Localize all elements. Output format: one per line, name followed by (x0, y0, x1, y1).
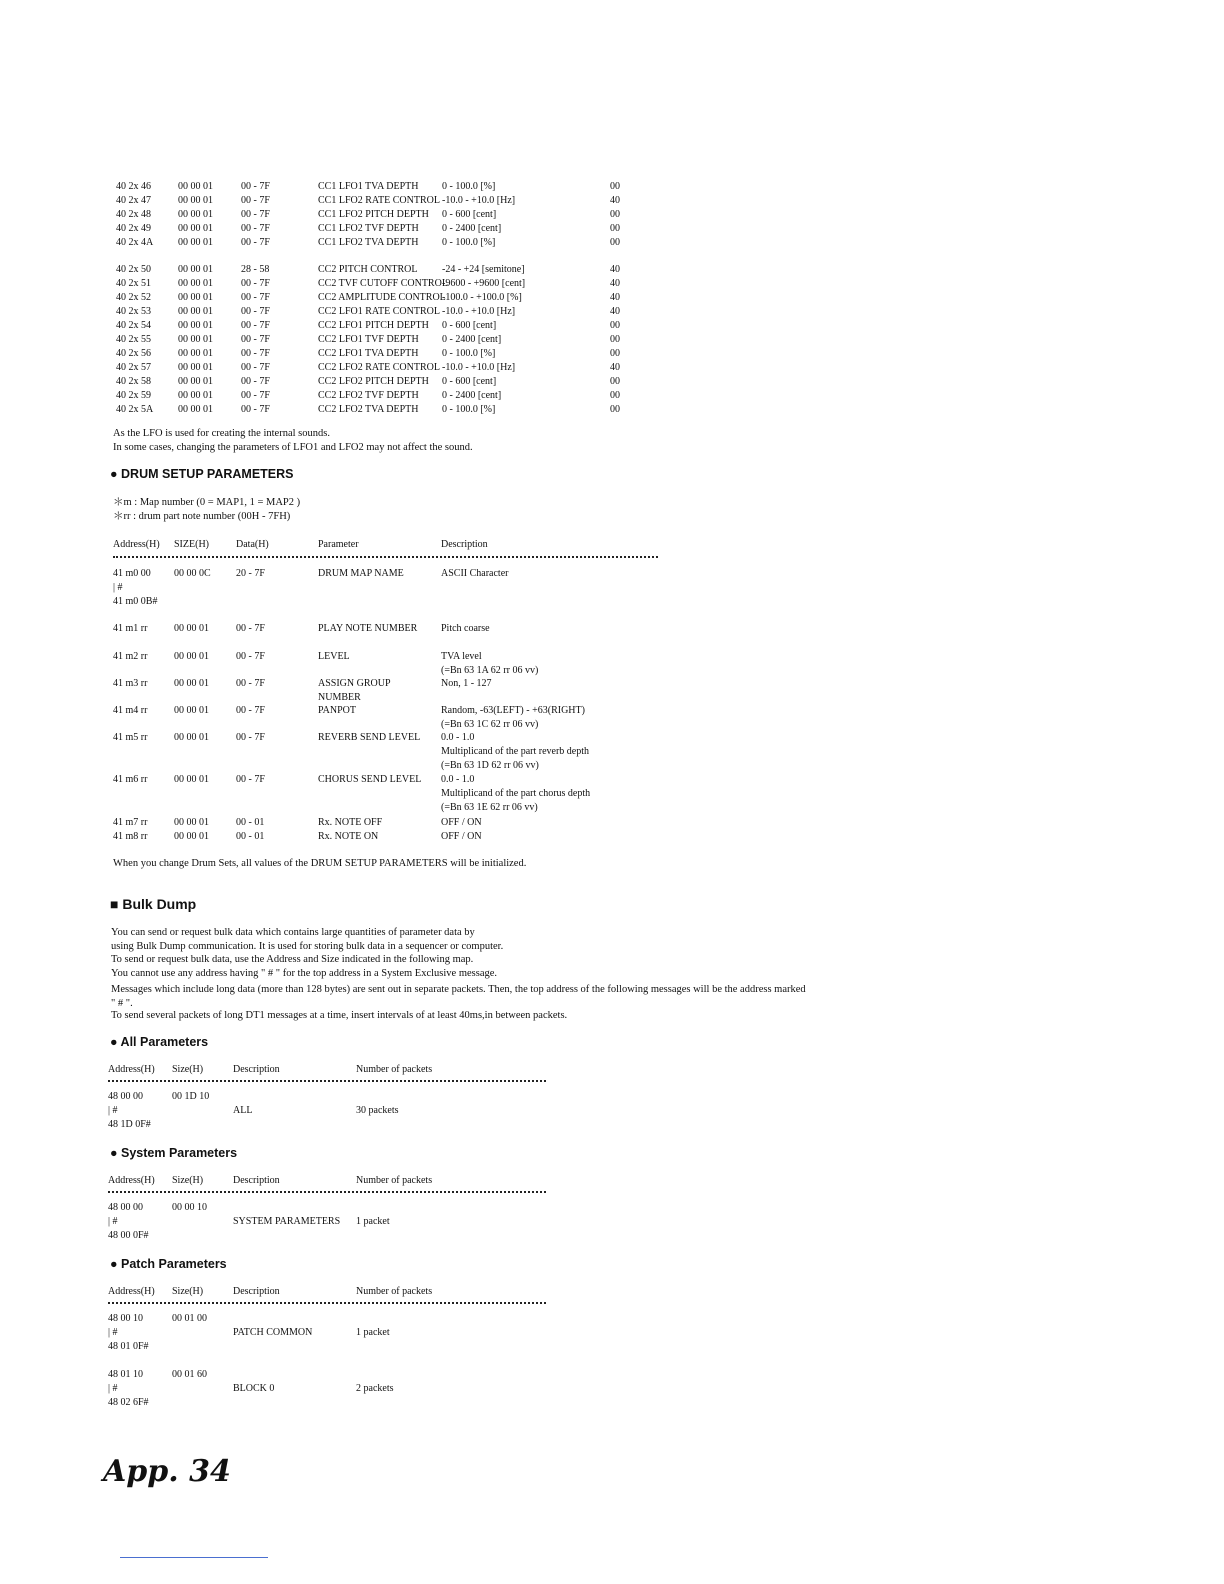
table-cell: 00 00 01 (178, 362, 213, 373)
address-cell: 48 00 0F# (108, 1230, 149, 1241)
data-cell: 00 - 7F (236, 651, 265, 662)
section-heading: ● System Parameters (110, 1146, 238, 1160)
description-cell: Multiplicand of the part chorus depth (441, 788, 591, 799)
section-heading: ● All Parameters (110, 1035, 209, 1049)
description-cell: BLOCK 0 (233, 1383, 275, 1394)
parameter-cell: CHORUS SEND LEVEL (318, 774, 422, 785)
table-cell: 40 2x 49 (116, 223, 151, 234)
table-cell: 28 - 58 (241, 264, 270, 275)
data-cell: 00 - 7F (236, 705, 265, 716)
address-cell: 41 m8 rr (113, 831, 148, 842)
table-cell: -9600 - +9600 [cent] (442, 278, 526, 289)
address-cell: 41 m0 0B# (113, 596, 158, 607)
table-cell: 00 - 7F (241, 404, 270, 415)
table-cell: 00 - 7F (241, 195, 270, 206)
table-cell: 00 00 01 (178, 334, 213, 345)
table-cell: CC2 LFO2 TVF DEPTH (318, 390, 419, 401)
column-header: Number of packets (356, 1064, 433, 1075)
table-cell: CC1 LFO2 PITCH DEPTH (318, 209, 429, 220)
bulk-paragraph-line: You can send or request bulk data which contains large quantities of parameter data by (111, 927, 475, 938)
table-cell: 00 00 01 (178, 376, 213, 387)
table-cell: CC2 PITCH CONTROL (318, 264, 418, 275)
table-cell: CC2 LFO1 RATE CONTROL (318, 306, 440, 317)
table-cell: 00 (610, 209, 620, 220)
column-header: Number of packets (356, 1286, 433, 1297)
address-cell: 41 m6 rr (113, 774, 148, 785)
table-cell: 00 00 01 (178, 237, 213, 248)
table-cell: 0 - 100.0 [%] (442, 348, 496, 359)
table-cell: -10.0 - +10.0 [Hz] (442, 195, 516, 206)
table-cell: 00 - 7F (241, 223, 270, 234)
header-rule (108, 1191, 546, 1193)
parameter-cell: NUMBER (318, 692, 361, 703)
column-header: Description (233, 1286, 280, 1297)
table-cell: CC2 LFO2 TVA DEPTH (318, 404, 419, 415)
table-cell: 00 - 7F (241, 237, 270, 248)
address-cell: 41 m1 rr (113, 623, 148, 634)
size-cell: 00 1D 10 (172, 1091, 210, 1102)
table-cell: CC2 AMPLITUDE CONTROL (318, 292, 446, 303)
parameter-cell: ASSIGN GROUP (318, 678, 391, 689)
size-cell: 00 00 0C (174, 568, 211, 579)
address-cell: | # (108, 1216, 118, 1227)
table-cell: 40 (610, 264, 620, 275)
column-header: Data(H) (236, 539, 269, 550)
parameter-cell: PANPOT (318, 705, 356, 716)
footer-line (120, 1557, 268, 1558)
table-cell: 00 00 01 (178, 264, 213, 275)
table-cell: 0 - 2400 [cent] (442, 334, 502, 345)
table-cell: 00 - 7F (241, 320, 270, 331)
table-cell: -10.0 - +10.0 [Hz] (442, 362, 516, 373)
bulk-paragraph-line: using Bulk Dump communication. It is used for storing bulk data in a sequencer or computer. (111, 941, 504, 952)
table-cell: 0 - 2400 [cent] (442, 223, 502, 234)
table-cell: 40 2x 57 (116, 362, 151, 373)
address-cell: 48 02 6F# (108, 1397, 149, 1408)
page-number: App. 34 (103, 1454, 231, 1489)
description-cell: Non, 1 - 127 (441, 678, 492, 689)
address-cell: 41 m2 rr (113, 651, 148, 662)
table-cell: 00 00 01 (178, 404, 213, 415)
address-cell: 41 m3 rr (113, 678, 148, 689)
address-cell: 48 01 0F# (108, 1341, 149, 1352)
table-cell: CC2 LFO1 PITCH DEPTH (318, 320, 429, 331)
size-cell: 00 00 01 (174, 817, 209, 828)
parameter-cell: Rx. NOTE OFF (318, 817, 383, 828)
table-cell: 0 - 600 [cent] (442, 320, 497, 331)
header-rule (108, 1302, 546, 1304)
drum-note: ＊m : Map number (0 = MAP1, 1 = MAP2 ) (113, 497, 301, 508)
table-cell: 0 - 100.0 [%] (442, 237, 496, 248)
description-cell: (=Bn 63 1A 62 rr 06 vv) (441, 665, 539, 676)
lfo-note-line: As the LFO is used for creating the internal sounds. (113, 428, 330, 439)
table-cell: 40 (610, 362, 620, 373)
table-cell: 00 00 01 (178, 223, 213, 234)
packets-cell: 30 packets (356, 1105, 399, 1116)
size-cell: 00 01 60 (172, 1369, 207, 1380)
table-cell: CC2 LFO2 RATE CONTROL (318, 362, 440, 373)
table-cell: CC1 LFO2 TVA DEPTH (318, 237, 419, 248)
column-header: Size(H) (172, 1064, 204, 1075)
table-cell: 00 - 7F (241, 334, 270, 345)
bulk-dump-heading: ■ Bulk Dump (110, 896, 197, 912)
table-cell: 40 (610, 306, 620, 317)
address-cell: 48 00 10 (108, 1313, 143, 1324)
data-cell: 00 - 7F (236, 732, 265, 743)
column-header: Size(H) (172, 1286, 204, 1297)
table-cell: 40 2x 47 (116, 195, 151, 206)
size-cell: 00 01 00 (172, 1313, 207, 1324)
table-cell: 00 00 01 (178, 390, 213, 401)
size-cell: 00 00 01 (174, 732, 209, 743)
table-cell: CC2 LFO1 TVF DEPTH (318, 334, 419, 345)
address-cell: | # (108, 1327, 118, 1338)
description-cell: (=Bn 63 1C 62 rr 06 vv) (441, 719, 539, 730)
table-cell: 00 - 7F (241, 278, 270, 289)
address-cell: | # (113, 582, 123, 593)
description-cell: OFF / ON (441, 831, 482, 842)
table-cell: 00 - 7F (241, 348, 270, 359)
table-cell: 00 00 01 (178, 306, 213, 317)
table-cell: CC1 LFO2 TVF DEPTH (318, 223, 419, 234)
table-cell: 40 2x 54 (116, 320, 151, 331)
table-cell: 40 2x 55 (116, 334, 151, 345)
bulk-paragraph-line: To send or request bulk data, use the Address and Size indicated in the following map. (111, 954, 474, 965)
address-cell: | # (108, 1383, 118, 1394)
table-cell: 00 00 01 (178, 195, 213, 206)
table-cell: 00 (610, 320, 620, 331)
table-cell: 00 (610, 237, 620, 248)
bulk-paragraph-line: " # ". (111, 998, 133, 1009)
description-cell: ALL (233, 1105, 253, 1116)
data-cell: 00 - 7F (236, 774, 265, 785)
table-cell: -24 - +24 [semitone] (442, 264, 525, 275)
bulk-paragraph-line: Messages which include long data (more than 128 bytes) are sent out in separate packets. Then, the top address of the following messages will be the address marked (111, 984, 806, 995)
table-cell: 00 - 7F (241, 181, 270, 192)
size-cell: 00 00 01 (174, 705, 209, 716)
table-cell: 40 2x 53 (116, 306, 151, 317)
table-cell: 00 00 01 (178, 181, 213, 192)
column-header: Size(H) (172, 1175, 204, 1186)
table-cell: 40 (610, 195, 620, 206)
description-cell: Multiplicand of the part reverb depth (441, 746, 590, 757)
table-cell: 00 - 7F (241, 376, 270, 387)
column-header: Address(H) (108, 1064, 155, 1075)
table-cell: 40 2x 4A (116, 237, 154, 248)
column-header: Address(H) (113, 539, 160, 550)
size-cell: 00 00 10 (172, 1202, 207, 1213)
address-cell: | # (108, 1105, 118, 1116)
data-cell: 00 - 01 (236, 831, 265, 842)
description-cell: ASCII Character (441, 568, 509, 579)
table-cell: 00 (610, 181, 620, 192)
bulk-paragraph-line: You cannot use any address having " # " for the top address in a System Exclusive message. (111, 968, 498, 979)
column-header: SIZE(H) (174, 539, 209, 550)
table-cell: 40 2x 58 (116, 376, 151, 387)
description-cell: (=Bn 63 1D 62 rr 06 vv) (441, 760, 539, 771)
drum-note: ＊rr : drum part note number (00H - 7FH) (113, 511, 291, 522)
address-cell: 41 m5 rr (113, 732, 148, 743)
data-cell: 20 - 7F (236, 568, 265, 579)
packets-cell: 1 packet (356, 1216, 390, 1227)
description-cell: 0.0 - 1.0 (441, 732, 475, 743)
table-cell: 00 00 01 (178, 209, 213, 220)
table-cell: 40 2x 59 (116, 390, 151, 401)
table-cell: 00 00 01 (178, 292, 213, 303)
table-cell: 00 - 7F (241, 390, 270, 401)
address-cell: 48 00 00 (108, 1091, 143, 1102)
table-cell: 00 00 01 (178, 348, 213, 359)
description-cell: Random, -63(LEFT) - +63(RIGHT) (441, 705, 585, 716)
size-cell: 00 00 01 (174, 774, 209, 785)
table-cell: CC2 LFO2 PITCH DEPTH (318, 376, 429, 387)
description-cell: SYSTEM PARAMETERS (233, 1216, 341, 1227)
column-header: Description (233, 1064, 280, 1075)
parameter-cell: Rx. NOTE ON (318, 831, 379, 842)
table-cell: 40 2x 50 (116, 264, 151, 275)
address-cell: 41 m7 rr (113, 817, 148, 828)
table-cell: 0 - 100.0 [%] (442, 404, 496, 415)
column-header: Description (441, 539, 488, 550)
table-cell: 00 00 01 (178, 320, 213, 331)
data-cell: 00 - 7F (236, 623, 265, 634)
column-header: Number of packets (356, 1175, 433, 1186)
table-cell: 40 2x 48 (116, 209, 151, 220)
description-cell: OFF / ON (441, 817, 482, 828)
address-cell: 48 00 00 (108, 1202, 143, 1213)
data-cell: 00 - 7F (236, 678, 265, 689)
table-cell: 00 - 7F (241, 292, 270, 303)
address-cell: 41 m0 00 (113, 568, 151, 579)
parameter-cell: REVERB SEND LEVEL (318, 732, 421, 743)
size-cell: 00 00 01 (174, 623, 209, 634)
table-cell: 00 - 7F (241, 209, 270, 220)
table-cell: 00 00 01 (178, 278, 213, 289)
table-cell: -100.0 - +100.0 [%] (442, 292, 522, 303)
address-cell: 48 1D 0F# (108, 1119, 151, 1130)
table-cell: 00 - 7F (241, 362, 270, 373)
size-cell: 00 00 01 (174, 831, 209, 842)
packets-cell: 2 packets (356, 1383, 394, 1394)
size-cell: 00 00 01 (174, 651, 209, 662)
table-cell: 00 (610, 376, 620, 387)
parameter-cell: DRUM MAP NAME (318, 568, 404, 579)
address-cell: 41 m4 rr (113, 705, 148, 716)
table-cell: CC2 LFO1 TVA DEPTH (318, 348, 419, 359)
table-cell: 40 2x 56 (116, 348, 151, 359)
data-cell: 00 - 01 (236, 817, 265, 828)
description-cell: PATCH COMMON (233, 1327, 313, 1338)
header-rule (113, 556, 658, 558)
table-cell: 40 2x 46 (116, 181, 151, 192)
address-cell: 48 01 10 (108, 1369, 143, 1380)
table-cell: CC2 TVF CUTOFF CONTROL (318, 278, 448, 289)
drum-setup-heading: ● DRUM SETUP PARAMETERS (110, 467, 294, 481)
lfo-note-line: In some cases, changing the parameters of LFO1 and LFO2 may not affect the sound. (113, 442, 473, 453)
table-cell: 00 - 7F (241, 306, 270, 317)
column-header: Parameter (318, 539, 359, 550)
column-header: Address(H) (108, 1175, 155, 1186)
table-cell: 0 - 2400 [cent] (442, 390, 502, 401)
parameter-cell: LEVEL (318, 651, 350, 662)
description-cell: 0.0 - 1.0 (441, 774, 475, 785)
table-cell: 00 (610, 334, 620, 345)
table-cell: 40 (610, 292, 620, 303)
table-cell: CC1 LFO1 TVA DEPTH (318, 181, 419, 192)
table-cell: 00 (610, 390, 620, 401)
table-cell: 0 - 600 [cent] (442, 376, 497, 387)
table-cell: 00 (610, 223, 620, 234)
bulk-paragraph-line: To send several packets of long DT1 messages at a time, insert intervals of at least 40ms,in between packets. (111, 1010, 568, 1021)
table-cell: 40 2x 5A (116, 404, 154, 415)
table-cell: 00 (610, 404, 620, 415)
section-heading: ● Patch Parameters (110, 1257, 227, 1271)
size-cell: 00 00 01 (174, 678, 209, 689)
packets-cell: 1 packet (356, 1327, 390, 1338)
table-cell: 00 (610, 348, 620, 359)
table-cell: 40 2x 51 (116, 278, 151, 289)
table-cell: 0 - 600 [cent] (442, 209, 497, 220)
table-cell: 0 - 100.0 [%] (442, 181, 496, 192)
table-cell: CC1 LFO2 RATE CONTROL (318, 195, 440, 206)
table-cell: 40 (610, 278, 620, 289)
column-header: Description (233, 1175, 280, 1186)
description-cell: (=Bn 63 1E 62 rr 06 vv) (441, 802, 538, 813)
description-cell: Pitch coarse (441, 623, 490, 634)
table-cell: -10.0 - +10.0 [Hz] (442, 306, 516, 317)
drum-footnote: When you change Drum Sets, all values of the DRUM SETUP PARAMETERS will be initialized. (113, 858, 527, 869)
header-rule (108, 1080, 546, 1082)
parameter-cell: PLAY NOTE NUMBER (318, 623, 418, 634)
description-cell: TVA level (441, 651, 482, 662)
table-cell: 40 2x 52 (116, 292, 151, 303)
column-header: Address(H) (108, 1286, 155, 1297)
